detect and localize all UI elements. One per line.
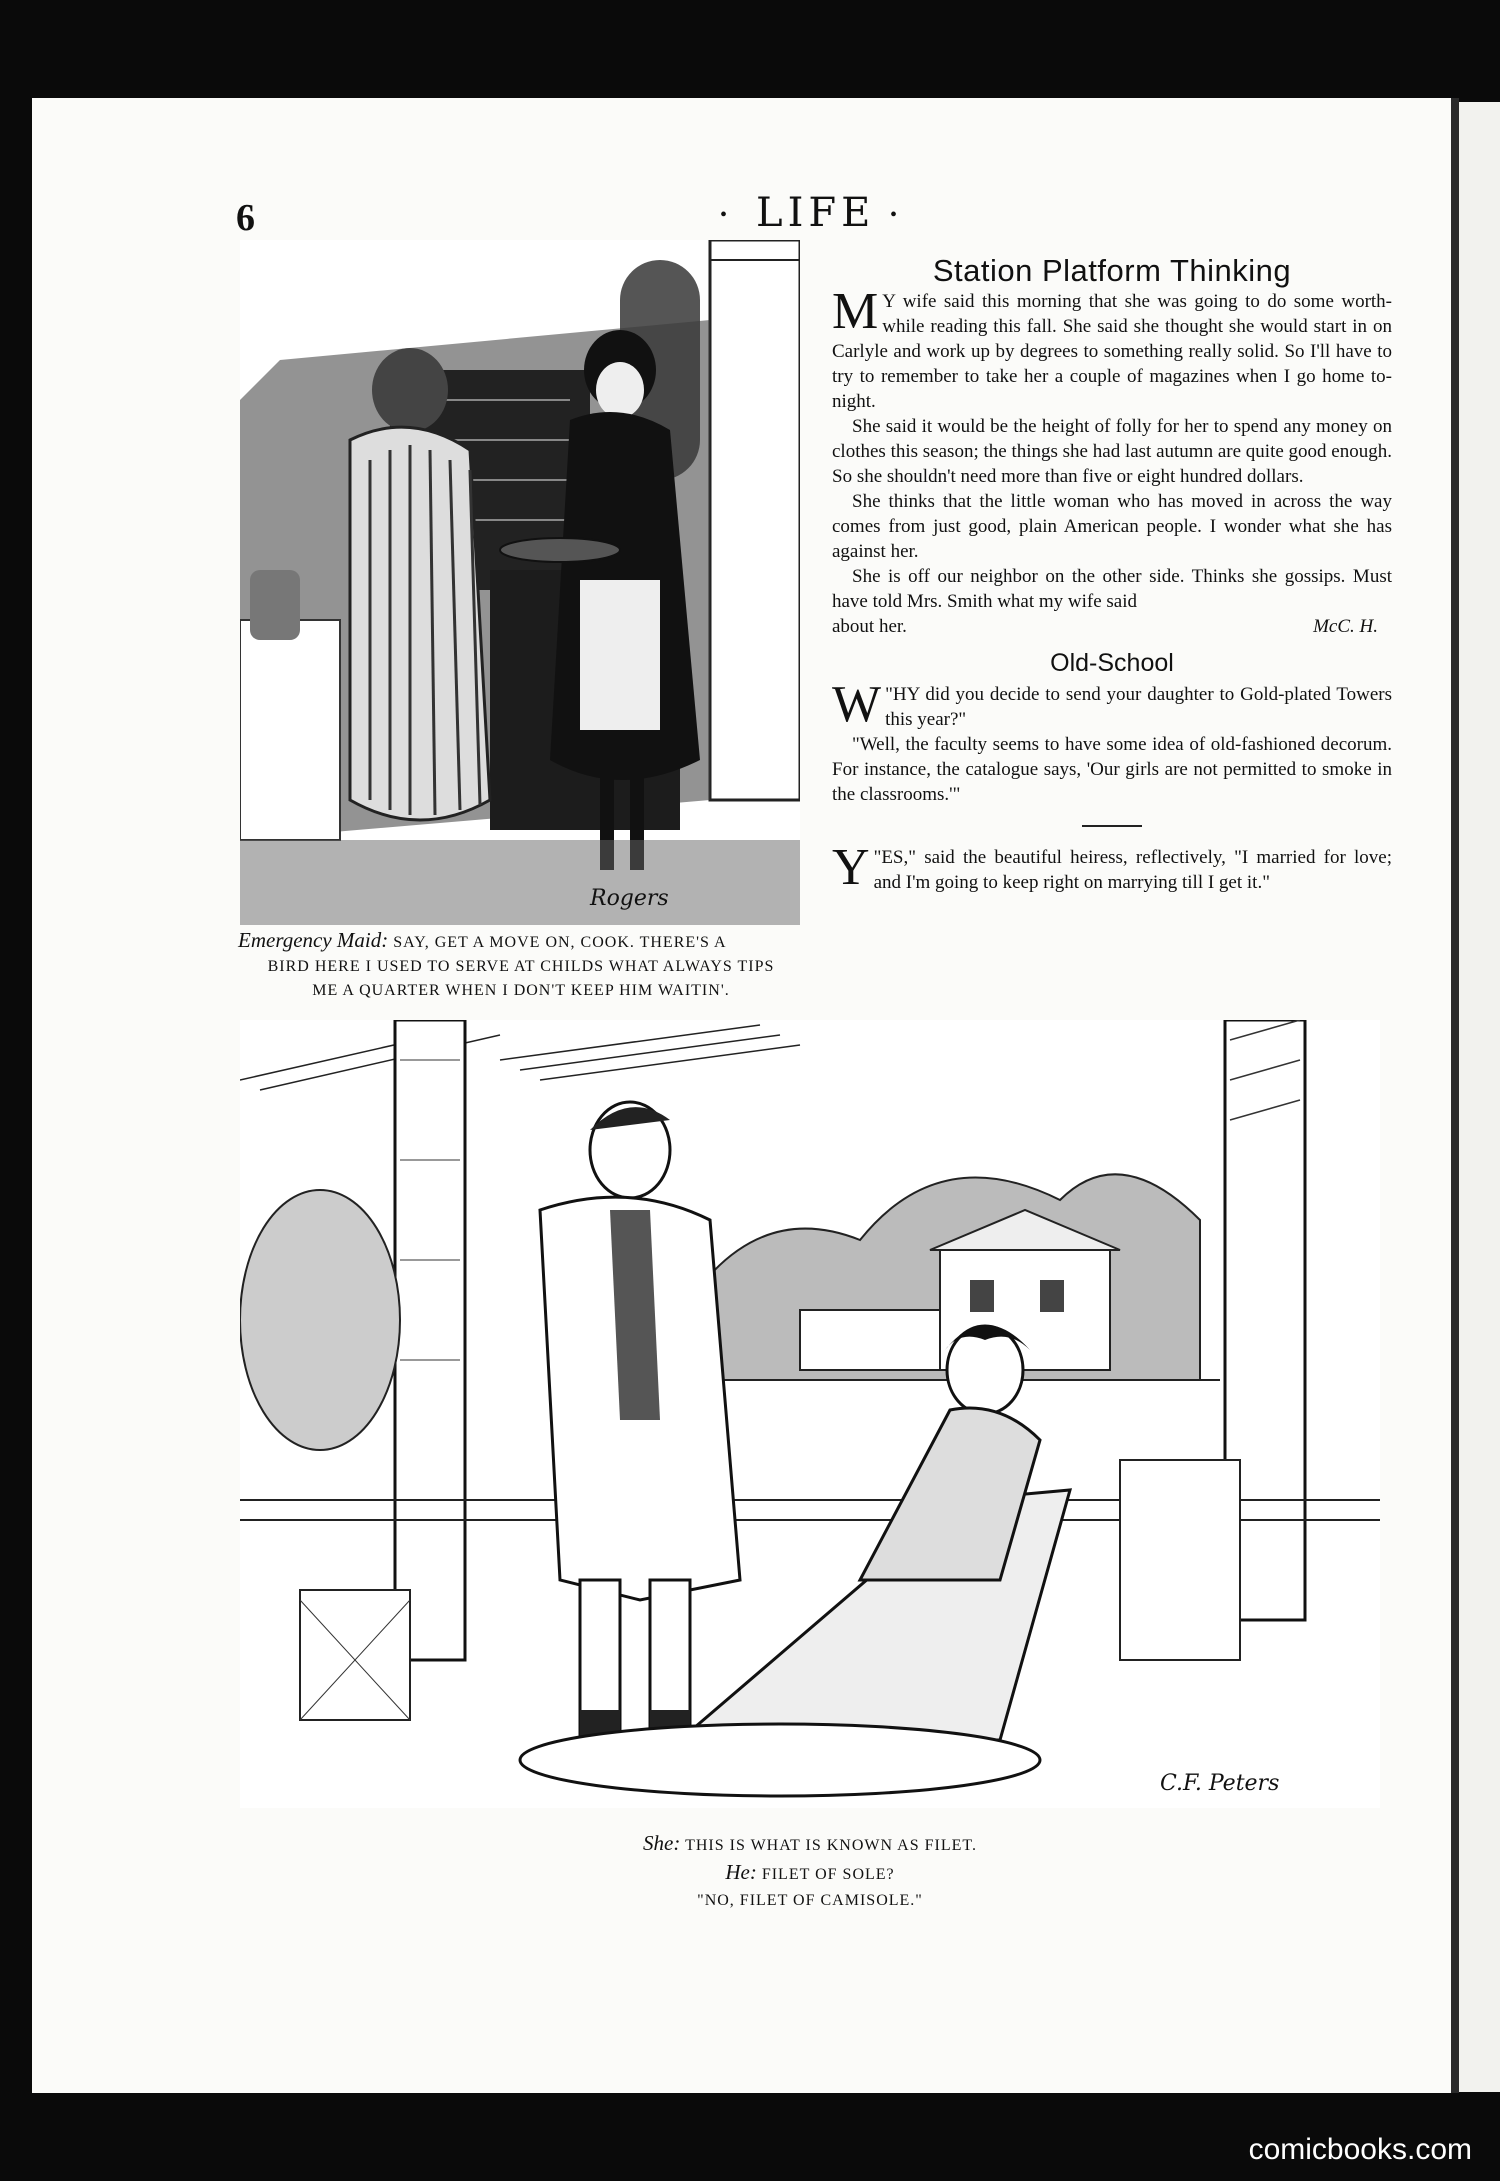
station-signature: McC. H.: [1313, 616, 1378, 637]
section-divider: [1082, 825, 1142, 827]
title-dot-right: •: [890, 204, 898, 226]
maid-cook-illustration: [240, 240, 800, 925]
caption-she-speaker: She:: [643, 1831, 681, 1855]
porch-drawing: [240, 1020, 1380, 1808]
page-number: 6: [236, 197, 255, 239]
station-dropcap: M: [832, 283, 879, 340]
caption-he-speaker: He:: [725, 1860, 757, 1884]
station-paragraph-1: M Y wife said this morning that she was going to do some worth-while reading this fall. She said she thought she would start in on Carlyle and work up by degrees to something really solid. So I'll have to try to remember to take her a couple of magazines when I go home to-night.: [832, 283, 1392, 412]
heiress-paragraph: " Y ES," said the beautiful heiress, reflectively, "I married for love; and I'm going to keep right on marrying till I get it.": [832, 839, 1392, 896]
porch-cartoon-signature: C.F. Peters: [1160, 1771, 1280, 1796]
porch-illustration: [240, 1020, 1380, 1808]
oldschool-paragraph-2: "Well, the faculty seems to have some idea of old-fashioned decorum. For instance, the catalogue says, 'Our girls are not permitted to smoke in the classrooms.'": [832, 734, 1392, 805]
station-paragraph-4: She is off our neighbor on the other side. Thinks she gossips. Must have told Mrs. Smith what my wife said: [832, 566, 1392, 612]
station-closing-line: [832, 614, 1392, 639]
station-paragraph-2: She said it would be the height of folly for her to spend any money on clothes this season; the things she had last autumn are quite good enough. So she shouldn't need more than five or eight hundred dollars.: [832, 416, 1392, 487]
caption-line-3: ME A QUARTER WHEN I DON'T KEEP HIM WAITIN'.: [312, 982, 730, 999]
station-paragraph-3: She thinks that the little woman who has moved in across the way comes from just good, plain American people. I wonder what she has against her.: [832, 491, 1392, 562]
caption-he-text: FILET OF SOLE?: [761, 1866, 895, 1883]
oldschool-paragraph-1: " W HY did you decide to send your daughter to Gold-plated Towers this year?": [832, 676, 1392, 733]
article-title-station: Station Platform Thinking: [932, 253, 1292, 288]
magazine-title: LIFE: [756, 190, 876, 236]
page-edge: [1451, 98, 1459, 2093]
adjacent-page-strip: [1459, 102, 1500, 2092]
caption-line-1: SAY, GET A MOVE ON, COOK. THERE'S A: [393, 934, 727, 951]
page-header: [200, 100, 1380, 239]
maid-cartoon-signature: Rogers: [590, 886, 669, 911]
article-title-oldschool: Old-School: [1050, 649, 1174, 677]
caption-she-text: THIS IS WHAT IS KNOWN AS FILET.: [685, 1837, 977, 1854]
station-paragraph-4-end: about her.: [832, 616, 907, 637]
maid-cook-drawing: [240, 240, 800, 925]
text-column: [832, 253, 1392, 896]
caption-line-2: BIRD HERE I USED TO SERVE AT CHILDS WHAT ALWAYS TIPS: [267, 958, 775, 975]
heiress-dropcap: Y: [832, 839, 870, 896]
caption-speaker: Emergency Maid:: [238, 928, 389, 952]
site-watermark: comicbooks.com: [1248, 2133, 1472, 2166]
porch-cartoon-caption: [240, 1830, 1380, 1914]
title-dot-left: •: [720, 204, 728, 226]
caption-reply-text: "NO, FILET OF CAMISOLE.": [697, 1892, 923, 1909]
maid-cartoon-caption: [238, 928, 804, 1003]
oldschool-dropcap: W: [832, 676, 882, 733]
